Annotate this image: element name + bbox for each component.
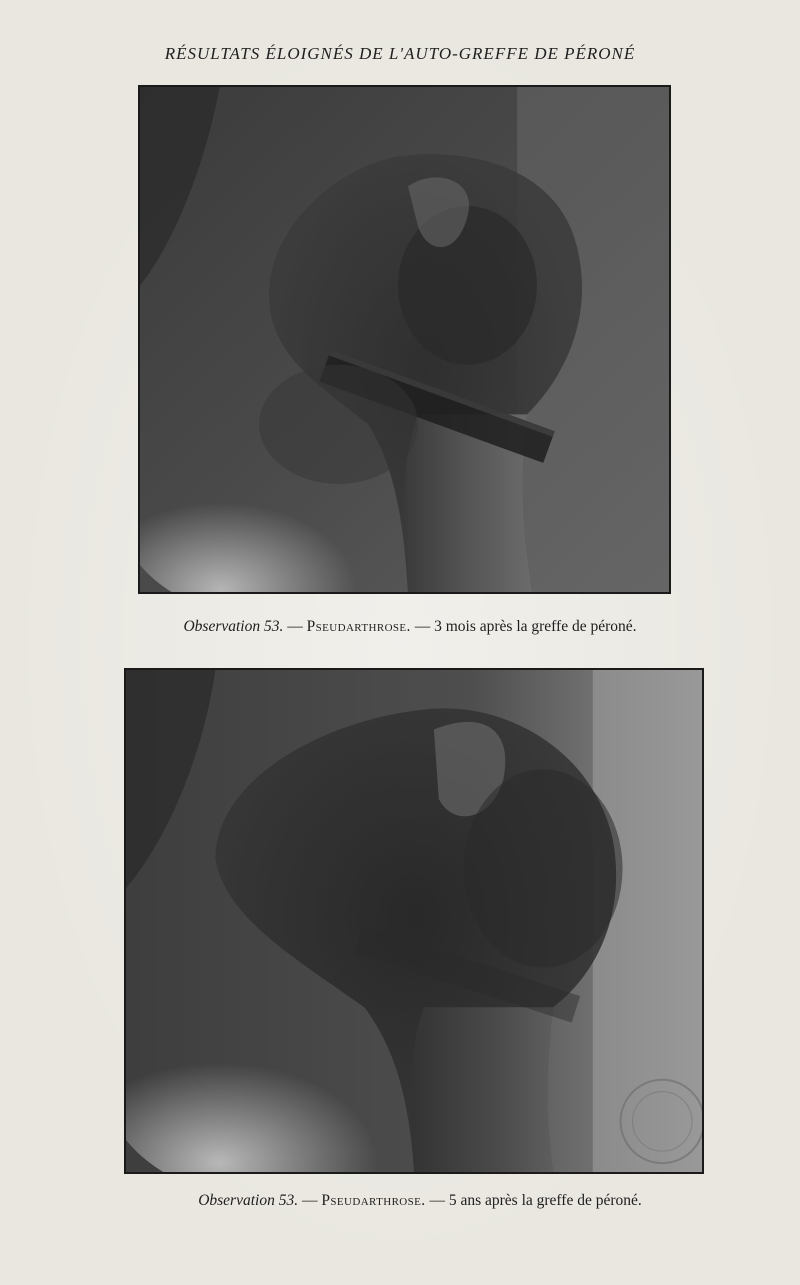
figure-caption-2	[20, 1192, 800, 1210]
radiograph-image-1	[140, 87, 669, 592]
figure-caption-1	[10, 618, 800, 636]
observation-label: Observation 53.	[198, 1192, 299, 1209]
running-head: RÉSULTATS ÉLOIGNÉS DE L'AUTO-GREFFE DE PÉRONÉ	[164, 44, 636, 63]
observation-label: Observation 53.	[183, 618, 284, 635]
caption-description: 5 ans après la greffe de péroné.	[448, 1192, 642, 1209]
caption-dash: —	[283, 618, 307, 635]
caption-dash: —	[298, 1192, 322, 1209]
radiograph-image-2	[126, 670, 702, 1172]
caption-dash: —	[425, 1192, 449, 1209]
caption-dash: —	[410, 618, 435, 635]
radiograph-plate-1	[138, 85, 671, 594]
caption-description: 3 mois après la greffe de péroné.	[434, 618, 637, 635]
diagnosis-label: Pseudarthrose.	[321, 1192, 426, 1209]
diagnosis-label: Pseudarthrose.	[306, 618, 411, 635]
radiograph-plate-2	[124, 668, 704, 1174]
